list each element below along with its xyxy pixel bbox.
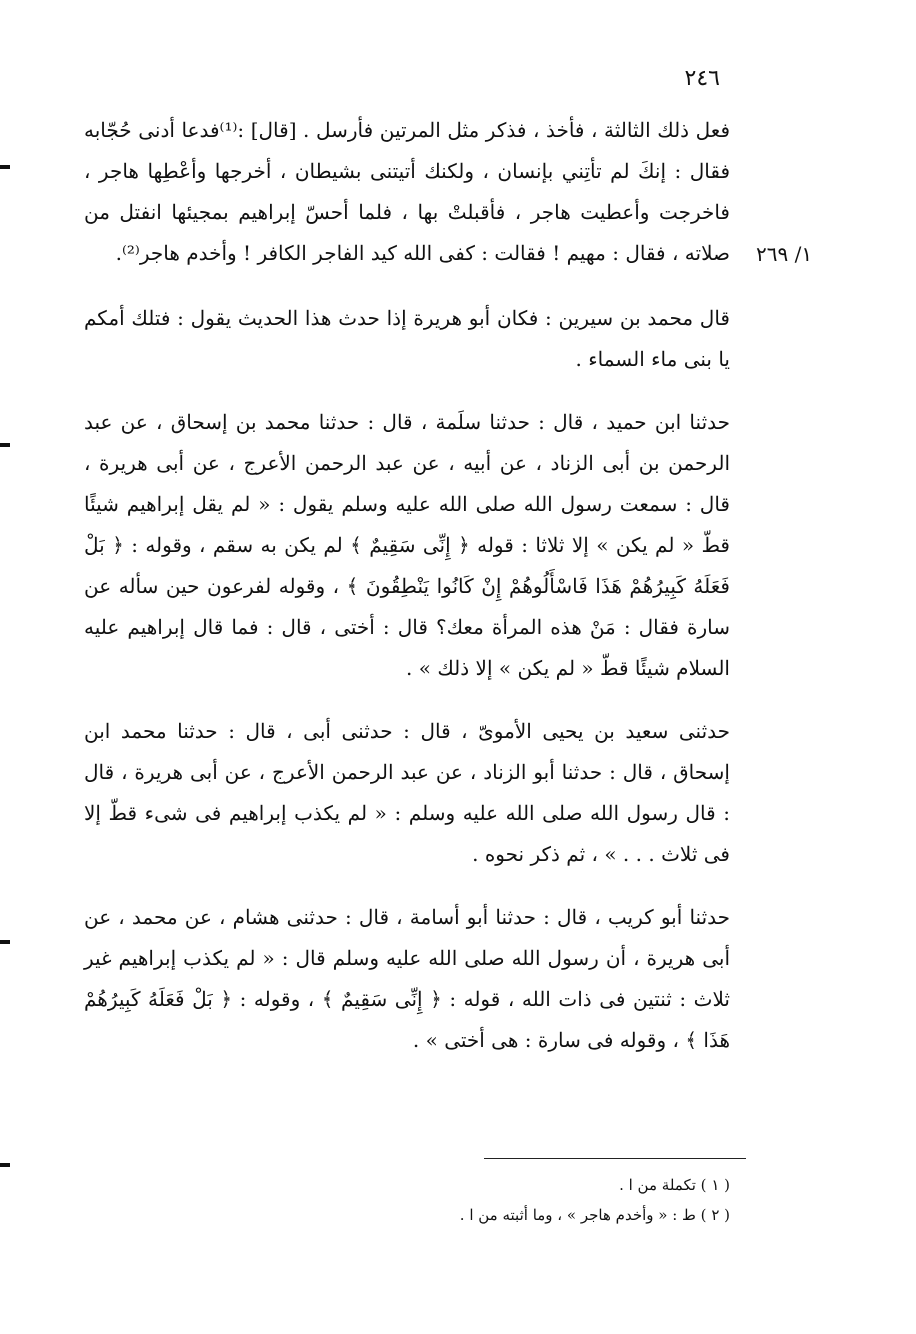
page-number: ٢٤٦ xyxy=(684,66,720,91)
footnote: ( ١ ) تكملة من ا . xyxy=(619,1176,730,1194)
paragraph: حدثنا أبو كريب ، قال : حدثنا أبو أسامة ، قال : حدثنى هشام ، عن محمد ، عن أبى هريرة ، أن رسول الله صلى الله عليه وسلم قال : « لم يكذب إبراهيم غير ثلاث : ثنتين فى ذات الله ، قوله : ﴿ إِنِّى سَقِيمٌ ﴾ ، وقوله : ﴿ بَلْ فَعَلَهُ كَبِيرُهُمْ هَذَا ﴾ ، وقوله فى سارة : هى أختى » . xyxy=(84,905,730,1052)
footnote: ( ٢ ) ط : « وأخدم هاجر » ، وما أثبته من ا . xyxy=(459,1206,730,1224)
binding-mark xyxy=(0,165,10,169)
footnotes xyxy=(300,1170,730,1230)
binding-mark xyxy=(0,940,10,944)
body-text xyxy=(84,110,730,1083)
paragraph: حدثنى سعيد بن يحيى الأموىّ ، قال : حدثنى أبى ، قال : حدثنا محمد ابن إسحاق ، قال : حدثنا أبو الزناد ، عن عبد الرحمن الأعرج ، عن أبى هريرة ، قال : قال رسول الله صلى الله عليه وسلم : « لم يكذب إبراهيم فى شىء قطّ إلا فى ثلاث . . . » ، ثم ذكر نحوه . xyxy=(84,719,730,866)
paragraph: حدثنا ابن حميد ، قال : حدثنا سلَمة ، قال : حدثنا محمد بن إسحاق ، عن عبد الرحمن بن أبى الزناد ، عن أبيه ، عن عبد الرحمن الأعرج ، عن أبى هريرة ، قال : سمعت رسول الله صلى الله عليه وسلم يقول : « لم يقل إبراهيم شيئًا قطّ « لم يكن » إلا ثلاثا : قوله ﴿ إِنِّى سَقِيمٌ ﴾ لم يكن به سقم ، وقوله : ﴿ بَلْ فَعَلَهُ كَبِيرُهُمْ هَذَا فَاسْأَلُوهُمْ إِنْ كَانُوا يَنْطِقُونَ ﴾ ، وقوله لفرعون حين سأله عن سارة فقال : مَنْ هذه المرأة معك؟ قال : أختى ، قال : فما قال إبراهيم عليه السلام شيئًا قطّ « لم يكن » إلا ذلك » . xyxy=(84,410,730,680)
paragraph: فعل ذلك الثالثة ، فأخذ ، فذكر مثل المرتين فأرسل . [قال] :⁽¹⁾فدعا أدنى حُجّابه فقال : إنكَ لم تأتِني بإنسان ، ولكنك أتيتنى بشيطان ، أخرجها وأعْطِها هاجر ، فاخرجت وأعطيت هاجر ، فأقبلتْ بها ، فلما أحسّ إبراهيم بمجيئها انفتل من صلاته ، فقال : مهيم ! فقالت : كفى الله كيد الفاجر الكافر ! وأخدم هاجر⁽²⁾. xyxy=(84,118,730,265)
binding-mark xyxy=(0,1163,10,1167)
binding-mark xyxy=(0,443,10,447)
paragraph: قال محمد بن سيرين : فكان أبو هريرة إذا حدث هذا الحديث يقول : فتلك أمكم يا بنى ماء السماء . xyxy=(84,306,730,371)
footnote-divider xyxy=(484,1158,746,1159)
margin-reference: ١/ ٢٦٩ xyxy=(756,242,813,266)
